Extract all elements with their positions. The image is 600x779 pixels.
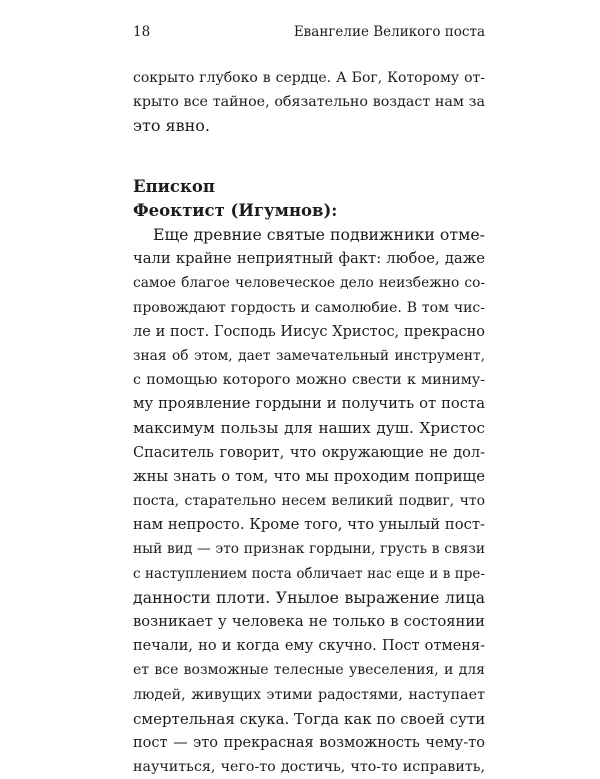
text-line: нам непросто. Кроме того, что унылый пост-: [133, 516, 485, 534]
text-line: научиться, чего-то достичь, что-то исправить,: [133, 759, 485, 776]
text-line: ный вид — это признак гордыни, грусть в связи: [133, 541, 485, 558]
page-number: 18: [133, 24, 151, 40]
text-line: с помощью которого можно свести к миниму-: [133, 372, 485, 389]
body-paragraph: [133, 223, 485, 779]
text-line: Еще древние святые подвижники отме-: [153, 224, 485, 244]
text-line: му проявление гордыни и получить от поста: [133, 395, 485, 413]
text-line: чали крайне неприятный факт: любое, даже: [133, 250, 485, 268]
text-line: зная об этом, дает замечательный инструмент,: [133, 347, 485, 364]
text-line: пост — это прекрасная возможность чему-то: [133, 734, 485, 751]
text-block: [133, 66, 485, 779]
text-line: провождают гордость и самолюбие. В том чис-: [133, 299, 485, 316]
author-heading: [133, 175, 485, 223]
continuation-paragraph: [133, 66, 485, 139]
text-line: самое благое человеческое дело неизбежно со-: [133, 275, 485, 292]
text-line: печали, но и когда ему скучно. Пост отменя-: [133, 638, 485, 655]
text-line: поста, старательно несем великий подвиг, что: [133, 493, 485, 509]
running-head: [133, 22, 485, 42]
text-line: сокрыто глубоко в сердце. А Бог, Которому от-: [133, 70, 485, 86]
text-line: возникает у человека не только в состоянии: [133, 612, 485, 630]
text-line: Спаситель говорит, что окружающие не дол-: [133, 444, 485, 461]
text-line: данности плоти. Унылое выражение лица: [133, 587, 485, 607]
text-line: крыто все тайное, обязательно воздаст нам за: [133, 94, 485, 111]
text-line: ет все возможные телесные увеселения, и для: [133, 662, 485, 679]
text-line: смертельная скука. Тогда как по своей сути: [133, 709, 486, 728]
author-heading-line: Феоктист (Игумнов):: [133, 200, 338, 220]
author-heading-line: Епископ: [133, 176, 215, 196]
section-gap: [133, 139, 485, 175]
text-line: с наступлением поста обличает нас еще и в пре-: [133, 565, 485, 582]
text-line: жны знать о том, что мы проходим поприще: [133, 467, 485, 485]
text-line: людей, живущих этими радостями, наступает: [133, 686, 485, 703]
running-title: Евангелие Великого поста: [293, 24, 485, 40]
text-line: это явно.: [133, 116, 211, 136]
text-line: ле и пост. Господь Иисус Христос, прекрасно: [133, 323, 485, 340]
text-line: максимум пользы для наших душ. Христос: [133, 419, 485, 438]
